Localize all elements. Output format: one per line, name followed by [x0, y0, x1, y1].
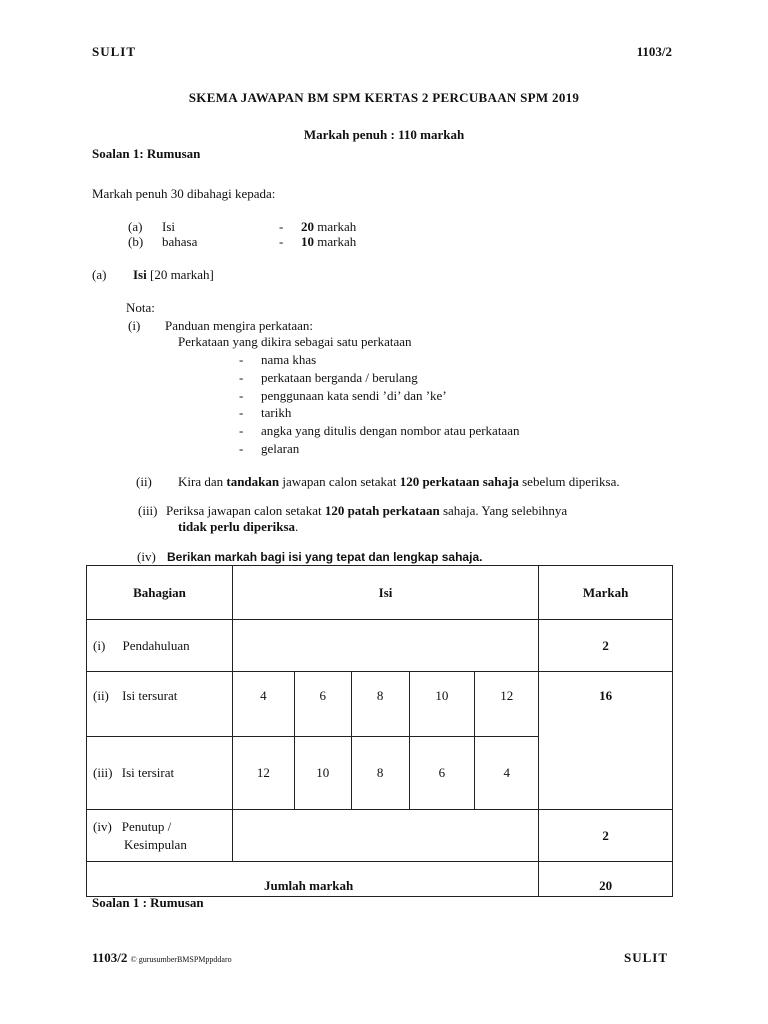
row-label	[87, 737, 233, 810]
isi-score-cell: 8	[351, 672, 409, 737]
list-bullet: -	[239, 352, 244, 367]
note-iii-text-cont: tidak perlu diperiksa.	[178, 519, 299, 534]
intro-text: Markah penuh 30 dibahagi kepada:	[92, 186, 276, 201]
breakdown-unit: markah	[317, 234, 357, 249]
list-item: angka yang ditulis dengan nombor atau perkataan	[261, 423, 520, 438]
col-header-markah: Markah	[539, 566, 673, 620]
list-item: gelaran	[261, 441, 300, 456]
breakdown-name: bahasa	[162, 234, 198, 249]
row-marks: 16	[539, 672, 673, 810]
header-classification: SULIT	[92, 44, 137, 59]
row-name: Pendahuluan	[122, 637, 190, 653]
breakdown-name: Isi	[162, 219, 175, 234]
row-isi-empty	[232, 620, 538, 672]
list-bullet: -	[239, 370, 244, 385]
list-item: penggunaan kata sendi ’di’ dan ’ke’	[261, 388, 447, 403]
row-number: (ii)	[93, 688, 109, 703]
section-a-label: (a)	[92, 267, 107, 282]
note-iv-label: (iv)	[137, 549, 156, 564]
row-number: (i)	[93, 637, 106, 653]
footer-copyright: © gurusumberBMSPMppddaro	[130, 955, 232, 964]
isi-score-cell: 4	[475, 737, 539, 810]
row-marks: 2	[539, 810, 673, 862]
nota-label: Nota:	[126, 300, 155, 315]
footer-question-heading: Soalan 1 : Rumusan	[92, 895, 204, 910]
question-heading: Soalan 1: Rumusan	[92, 146, 201, 161]
row-name: Penutup /	[121, 818, 172, 834]
table-row	[87, 810, 673, 862]
isi-score-cell: 6	[409, 737, 475, 810]
row-name-cont: Kesimpulan	[124, 836, 187, 852]
note-iii-text: Periksa jawapan calon setakat 120 patah perkataan sahaja. Yang selebihnya	[166, 503, 568, 518]
total-marks: 20	[539, 862, 673, 897]
isi-score-cell: 6	[294, 672, 351, 737]
list-item: nama khas	[261, 352, 317, 367]
table-header-row	[87, 566, 673, 620]
list-item: perkataan berganda / berulang	[261, 370, 418, 385]
total-label: Jumlah markah	[87, 862, 539, 897]
col-header-isi: Isi	[232, 566, 538, 620]
isi-score-cell: 10	[294, 737, 351, 810]
breakdown-label: (a)	[128, 219, 143, 234]
list-bullet: -	[239, 441, 244, 456]
list-item: tarikh	[261, 405, 292, 420]
table-row	[87, 620, 673, 672]
note-i-subtitle: Perkataan yang dikira sebagai satu perkataan	[178, 334, 412, 349]
row-number: (iii)	[93, 765, 113, 780]
breakdown-unit: markah	[317, 219, 357, 234]
breakdown-label: (b)	[128, 234, 144, 249]
table-total-row	[87, 862, 673, 897]
list-bullet: -	[239, 405, 244, 420]
footer-classification: SULIT	[623, 950, 668, 965]
note-i-title: Panduan mengira perkataan:	[165, 318, 313, 333]
row-label	[87, 620, 233, 672]
note-i-label: (i)	[128, 318, 141, 333]
section-a-detail: [20 markah]	[149, 267, 214, 282]
full-marks: Markah penuh : 110 markah	[303, 127, 465, 142]
row-marks: 2	[539, 620, 673, 672]
list-bullet: -	[239, 388, 244, 403]
isi-score-cell: 10	[409, 672, 475, 737]
isi-score-cell: 8	[351, 737, 409, 810]
row-label	[87, 672, 233, 737]
breakdown-dash: -	[279, 219, 284, 234]
breakdown-dash: -	[279, 234, 284, 249]
isi-score-cell: 4	[232, 672, 294, 737]
list-bullet: -	[239, 423, 244, 438]
note-ii-text: Kira dan tandakan jawapan calon setakat 120 perkataan sahaja sebelum diperiksa.	[178, 474, 620, 489]
isi-score-cell: 12	[232, 737, 294, 810]
row-number: (iv)	[93, 818, 112, 834]
note-iii-label: (iii)	[138, 503, 158, 518]
footer-paper-code: 1103/2	[92, 950, 128, 965]
breakdown-marks: 20	[301, 219, 314, 234]
table-row	[87, 672, 673, 737]
section-a-name: Isi	[133, 267, 147, 282]
page-title: SKEMA JAWAPAN BM SPM KERTAS 2 PERCUBAAN SPM 2019	[188, 90, 580, 105]
row-isi-empty	[232, 810, 538, 862]
row-name: Isi tersirat	[121, 765, 175, 780]
col-header-bahagian: Bahagian	[87, 566, 233, 620]
row-name: Isi tersurat	[122, 688, 178, 703]
header-paper-code: 1103/2	[636, 44, 672, 59]
note-ii-label: (ii)	[136, 474, 152, 489]
row-label	[87, 810, 233, 862]
breakdown-marks: 10	[301, 234, 314, 249]
isi-score-cell: 12	[475, 672, 539, 737]
marking-table	[86, 565, 673, 897]
note-iv-text: Berikan markah bagi isi yang tepat dan lengkap sahaja.	[167, 550, 483, 564]
